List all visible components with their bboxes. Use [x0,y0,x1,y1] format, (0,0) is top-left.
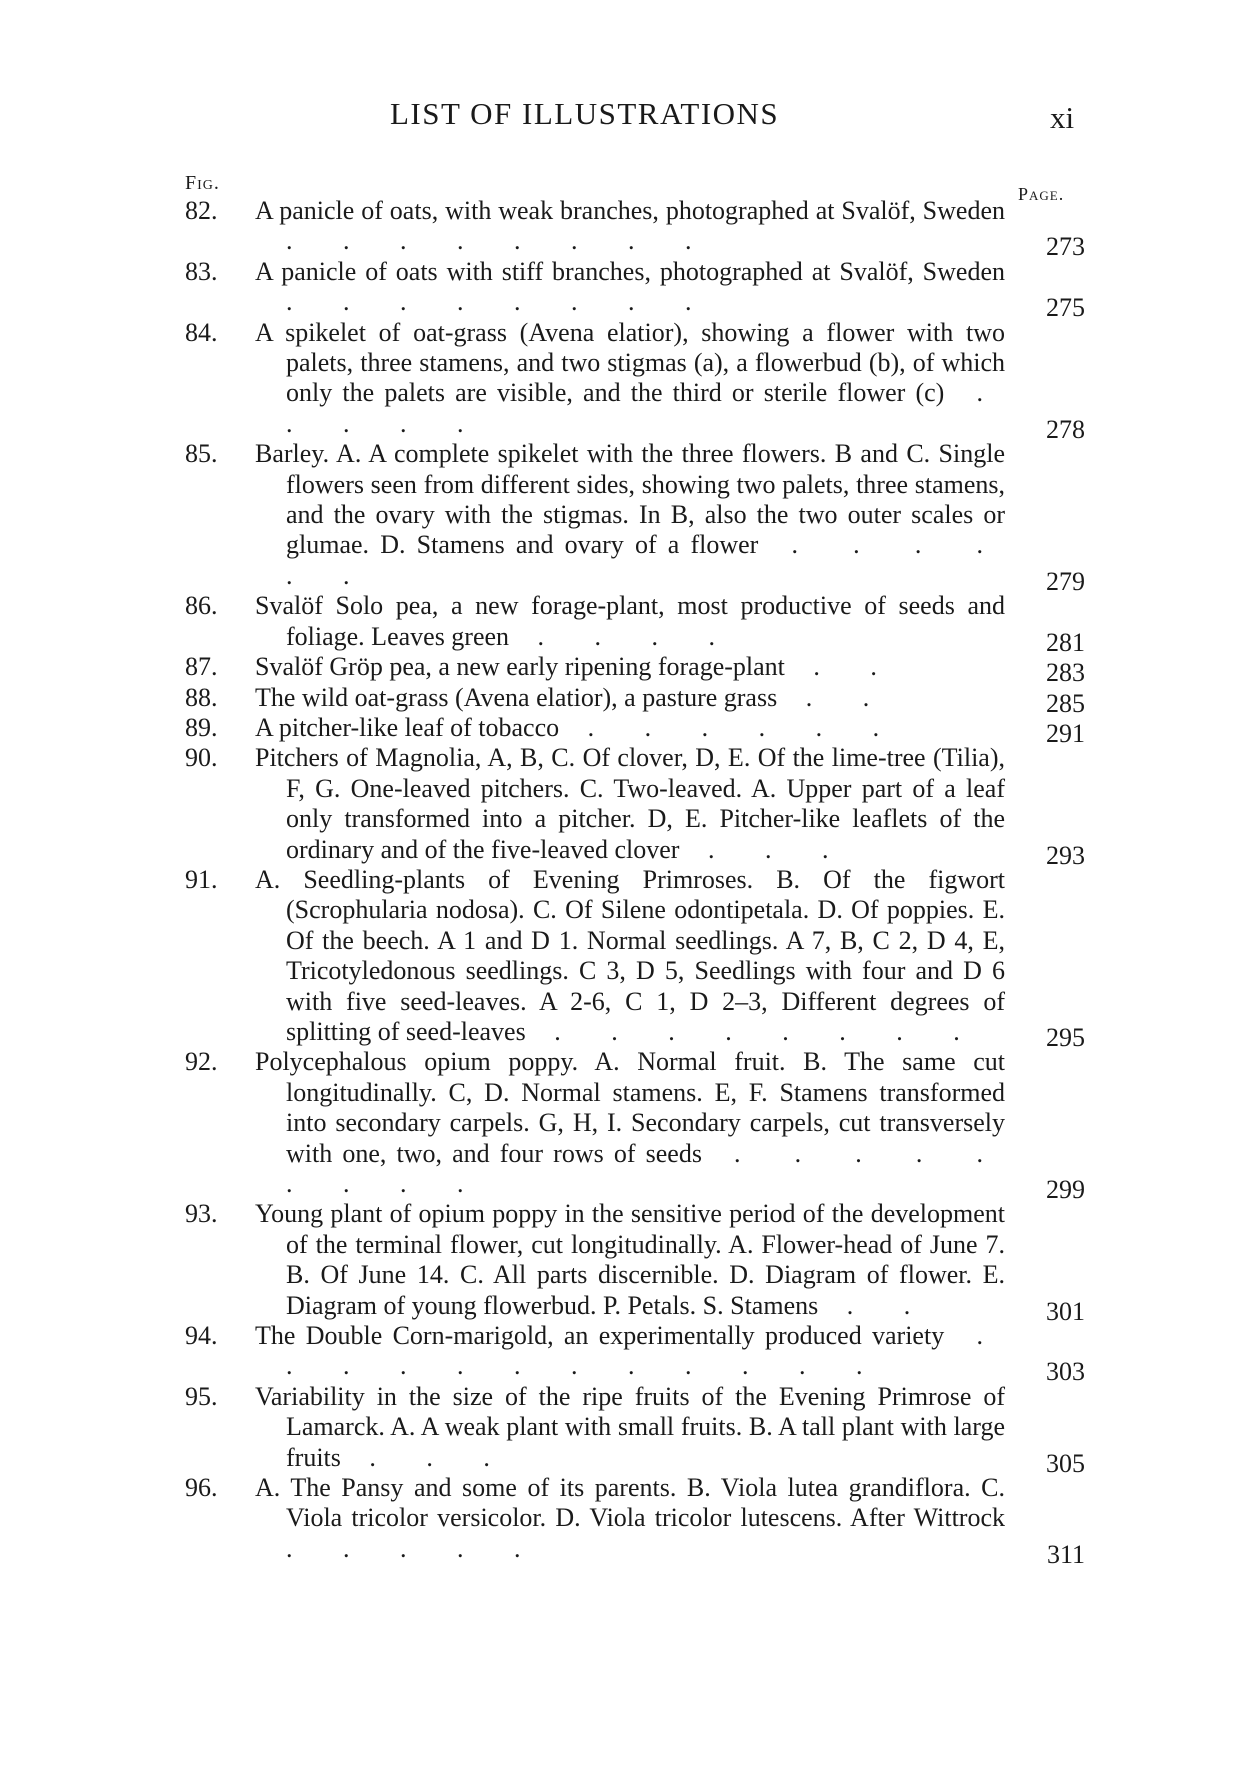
figure-caption-wrap [255,652,1005,682]
figure-page-number: 285 [1046,688,1085,718]
list-item [185,743,1085,870]
figure-caption: Pitchers of Magnolia, A, B, C. Of clover, D, E. Of the lime-tree (Tilia), F, G. One-leaved pitchers. C. Two-leaved. A. Upper part of a leaf only transformed into a pitcher. D, E. Pitcher-like leaflets of the ordinary and of the five-leaved clover [255,743,1005,864]
figure-caption-wrap [255,257,1005,318]
figure-number: 92. [185,1047,218,1077]
list-item [185,1473,1085,1569]
figure-caption: A panicle of oats with stiff branches, photographed at Svalöf, Sweden [255,256,1005,286]
list-item [185,256,1085,323]
figure-caption-wrap [255,196,1005,257]
figure-page-number: 281 [1046,627,1085,657]
figure-number: 84. [185,317,218,347]
figure-page-number: 311 [1046,1539,1085,1569]
dot-leader: . . . . . . . . [525,1016,982,1046]
figure-caption-wrap [255,1047,1005,1199]
figure-caption: A spikelet of oat-grass (Avena elatior), showing a flower with two palets, three stamens, and two stigmas (a), a flowerbud (b), of which only the palets are visible, and the third or sterile flower (c) [255,317,1005,408]
figure-number: 87. [185,652,218,682]
figure-caption: Svalöf Gröp pea, a new early ripening forage-plant [255,652,785,682]
list-item [185,1321,1085,1387]
figure-number: 89. [185,712,218,742]
figure-caption-wrap [255,1473,1005,1564]
figure-caption-wrap [255,1382,1005,1473]
list-item [185,1381,1085,1478]
figure-caption: Polycephalous opium poppy. A. Normal fruit. B. The same cut longitudinally. C, D. Normal stamens. E, F. Stamens transformed into secondary carpels. G, H, I. Secondary carpels, cut transversely with one, two, and four rows of seeds [255,1047,1005,1168]
dot-leader: . . . . . . . . [286,287,714,317]
dot-leader: . . . . . . [559,712,902,742]
figure-page-number: 295 [1046,1022,1085,1052]
figure-page-number: 293 [1046,840,1085,870]
dot-leader: . . [777,682,892,712]
figure-caption-wrap [255,318,1005,440]
figure-number: 83. [185,256,218,286]
list-item [185,682,1085,718]
figure-number: 82. [185,196,218,225]
figure-page-number: 273 [1046,232,1085,262]
list-item [185,196,1085,262]
figure-caption: Svalöf Solo pea, a new forage-plant, most productive of seeds and foliage. Leaves green [255,591,1005,651]
figure-caption: A. Seedling-plants of Evening Primroses. B. Of the figwort (Scrophularia nodosa). C. Of Silene odontipetala. D. Of poppies. E. Of the beech. A 1 and D 1. Normal seedlings. A 7, B, C 2, D 4, E, Tricotyledonous seedlings. C 3, D 5, Seedlings with four and D 6 with five seed-leaves. A 2-6, C 1, D 2–3, Different degrees of splitting of seed-leaves [255,864,1005,1046]
figure-page-number: 279 [1046,566,1085,596]
list-item [185,712,1085,748]
dot-leader: . . [818,1290,933,1320]
figure-page-number: 299 [1046,1175,1085,1204]
figure-number: 96. [185,1473,218,1503]
figure-page-number: 275 [1046,293,1085,323]
dot-leader: . . . . . . . . . [286,1138,1005,1198]
figure-number: 91. [185,864,218,894]
figure-page-number: 301 [1046,1296,1085,1326]
figure-page-number: 283 [1046,658,1085,688]
list-item [185,317,1085,444]
figure-caption: Barley. A. A complete spikelet with the three flowers. B and C. Single flowers seen from different sides, showing two palets, three stamens, and the ovary with the stigmas. In B, also the two outer scales or glumae. D. Stamens and ovary of a flower [255,439,1005,560]
figure-caption-wrap [255,1199,1005,1321]
dot-leader: . . [784,652,899,682]
figure-caption: A panicle of oats, with weak branches, photographed at Svalöf, Sweden [255,196,1005,225]
figure-number: 90. [185,743,218,773]
figure-page-number: 303 [1046,1357,1085,1387]
figure-caption-wrap [255,439,1005,591]
list-item [185,1199,1085,1326]
illustration-list [185,196,1085,1569]
figure-number: 85. [185,439,218,469]
figure-number: 94. [185,1321,218,1351]
figure-page-number: 305 [1046,1448,1085,1478]
figure-caption-wrap [255,591,1005,652]
figure-number: 93. [185,1199,218,1229]
figure-caption: The wild oat-grass (Avena elatior), a pasture grass [255,682,778,712]
dot-leader: . . . [679,834,851,864]
figure-page-number: 278 [1046,414,1085,444]
dot-leader: . . . . . . . . [286,226,714,256]
dot-leader: . . . . . . . . . . . . [286,1321,1006,1381]
figure-number: 86. [185,591,218,621]
fig-column-heading: Fig. [185,172,220,194]
figure-number: 88. [185,682,218,712]
figure-caption-wrap [255,683,1005,713]
figure-caption-wrap [255,865,1005,1047]
running-head [0,96,1259,146]
figure-page-number: 291 [1046,718,1085,748]
figure-caption: Young plant of opium poppy in the sensitive period of the development of the terminal flower, cut longitudinally. A. Flower-head of June 7. B. Of June 14. C. All parts discernible. D. Diagram of flower. E. Diagram of young flowerbud. P. Petals. S. Stamens [255,1199,1005,1320]
figure-caption: A. The Pansy and some of its parents. B. Viola lutea grandiflora. C. Viola tricolor versicolor. D. Viola tricolor lutescens. After Wittrock [255,1473,1005,1533]
figure-caption-wrap [255,743,1005,865]
list-item [185,1047,1085,1204]
figure-caption: The Double Corn-marigold, an experimentally produced variety [255,1321,945,1351]
dot-leader: . . . . . [286,378,1005,438]
list-item [185,652,1085,688]
dot-leader: . . . [340,1442,512,1472]
list-item [185,864,1085,1052]
figure-caption-wrap [255,1321,1005,1382]
figure-caption: A pitcher-like leaf of tobacco [255,712,560,742]
figure-number: 95. [185,1381,218,1411]
figure-caption: Variability in the size of the ripe fruits of the Evening Primrose of Lamarck. A. A weak plant with small fruits. B. A tall plant with large fruits [255,1381,1005,1472]
page-number: xi [1050,100,1075,135]
figure-caption-wrap [255,713,1005,743]
page-column-heading: Page. [1018,184,1065,204]
dot-leader: . . . . . [286,1533,543,1563]
dot-leader: . . . . [509,621,738,651]
dot-leader: . . . . . . [286,530,1006,590]
list-item [185,591,1085,657]
list-item [185,439,1085,596]
page-title: LIST OF ILLUSTRATIONS [390,96,780,131]
